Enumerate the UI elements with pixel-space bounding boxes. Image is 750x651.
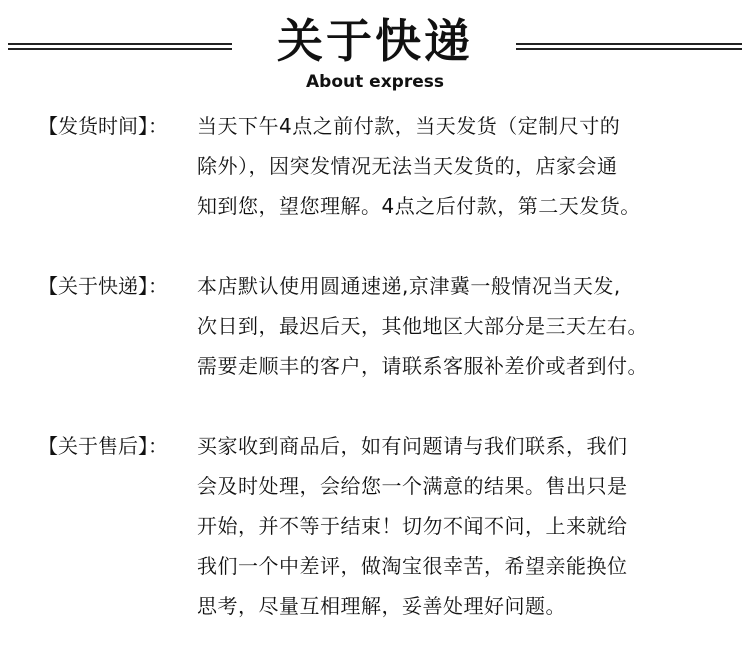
- section-label: 【发货时间】：: [38, 114, 168, 138]
- section-line: 除外），因突发情况无法当天发货的，店家会通: [197, 154, 618, 178]
- section-line: 开始，并不等于结束！切勿不闻不问，上来就给: [197, 514, 628, 538]
- section-line: 思考，尽量互相理解，妥善处理好问题。: [197, 594, 566, 618]
- section-line: 买家收到商品后，如有问题请与我们联系，我们: [197, 434, 628, 458]
- page-title: 关于快递: [277, 14, 473, 68]
- page-header: [0, 0, 750, 100]
- section-line: 会及时处理，会给您一个满意的结果。售出只是: [197, 474, 628, 498]
- section-line: 需要走顺丰的客户，请联系客服补差价或者到付。: [197, 354, 648, 378]
- section-body: [197, 266, 737, 386]
- title-divider-right: [516, 43, 742, 50]
- section-line: 本店默认使用圆通速递,京津冀一般情况当天发,: [197, 274, 621, 298]
- section-line: 我们一个中差评，做淘宝很幸苦，希望亲能换位: [197, 554, 628, 578]
- section-label: 【关于快递】：: [38, 274, 168, 298]
- section-line: 当天下午4点之前付款，当天发货（定制尺寸的: [197, 114, 621, 138]
- section-line: 次日到，最迟后天，其他地区大部分是三天左右。: [197, 314, 648, 338]
- section-body: [197, 426, 737, 626]
- section-line: 知到您，望您理解。4点之后付款，第二天发货。: [197, 194, 641, 218]
- section-label: 【关于售后】：: [38, 434, 168, 458]
- page-subtitle: About express: [306, 72, 444, 92]
- section-body: [197, 106, 737, 226]
